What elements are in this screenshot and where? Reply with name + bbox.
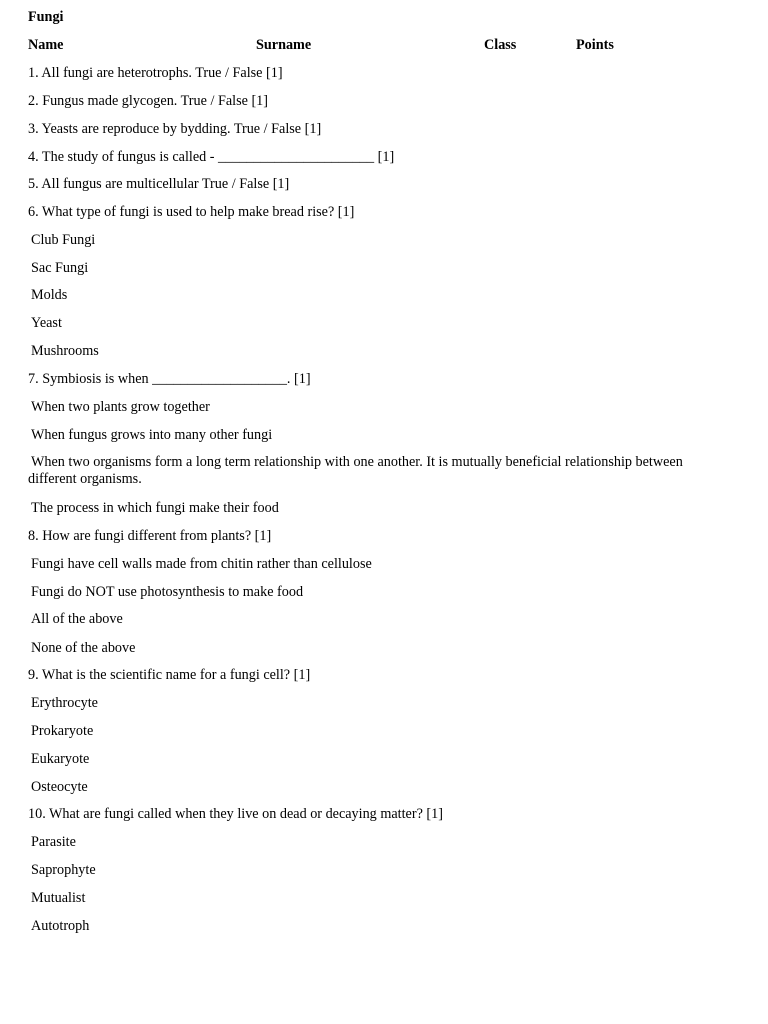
q8-option-chitin: Fungi have cell walls made from chitin rather than cellulose xyxy=(31,556,372,572)
q6-option-sac-fungi: Sac Fungi xyxy=(31,260,89,276)
worksheet-title: Fungi xyxy=(28,9,64,25)
question-4: 4. The study of fungus is called - ______________________ [1] xyxy=(28,149,395,165)
q7-option-plants-together: When two plants grow together xyxy=(31,399,210,415)
q9-option-eukaryote: Eukaryote xyxy=(31,751,90,767)
q7-option-long-term-relationship: When two organisms form a long term relationship with one another. It is mutually beneficial relationship between different organisms. xyxy=(28,454,683,487)
q7-option-fungus-grows: When fungus grows into many other fungi xyxy=(31,427,273,443)
q9-option-osteocyte: Osteocyte xyxy=(31,779,88,795)
q6-option-club-fungi: Club Fungi xyxy=(31,232,96,248)
q9-option-erythrocyte: Erythrocyte xyxy=(31,695,98,711)
q8-option-none-above: None of the above xyxy=(31,640,136,656)
q8-option-no-photosynthesis: Fungi do NOT use photosynthesis to make food xyxy=(31,584,304,600)
q9-option-prokaryote: Prokaryote xyxy=(31,723,94,739)
question-9: 9. What is the scientific name for a fungi cell? [1] xyxy=(28,667,311,683)
q7-option-make-food: The process in which fungi make their food xyxy=(31,500,279,516)
question-10: 10. What are fungi called when they live on dead or decaying matter? [1] xyxy=(28,806,443,822)
q8-option-all-above: All of the above xyxy=(31,611,123,627)
points-header: Points xyxy=(576,37,614,53)
question-2: 2. Fungus made glycogen. True / False [1] xyxy=(28,93,268,109)
q10-option-autotroph: Autotroph xyxy=(31,918,90,934)
q6-option-yeast: Yeast xyxy=(31,315,62,331)
q10-option-mutualist: Mutualist xyxy=(31,890,86,906)
q6-option-mushrooms: Mushrooms xyxy=(31,343,99,359)
question-3: 3. Yeasts are reproduce by bydding. True / False [1] xyxy=(28,121,322,137)
surname-header: Surname xyxy=(256,37,312,53)
question-7: 7. Symbiosis is when ___________________. [1] xyxy=(28,371,311,387)
q10-option-saprophyte: Saprophyte xyxy=(31,862,96,878)
q10-option-parasite: Parasite xyxy=(31,834,76,850)
class-header: Class xyxy=(484,37,517,53)
question-6: 6. What type of fungi is used to help make bread rise? [1] xyxy=(28,204,355,220)
q6-option-molds: Molds xyxy=(31,287,68,303)
question-5: 5. All fungus are multicellular True / False [1] xyxy=(28,176,290,192)
question-1: 1. All fungi are heterotrophs. True / False [1] xyxy=(28,65,283,81)
question-8: 8. How are fungi different from plants? [1] xyxy=(28,528,272,544)
name-header: Name xyxy=(28,37,64,53)
